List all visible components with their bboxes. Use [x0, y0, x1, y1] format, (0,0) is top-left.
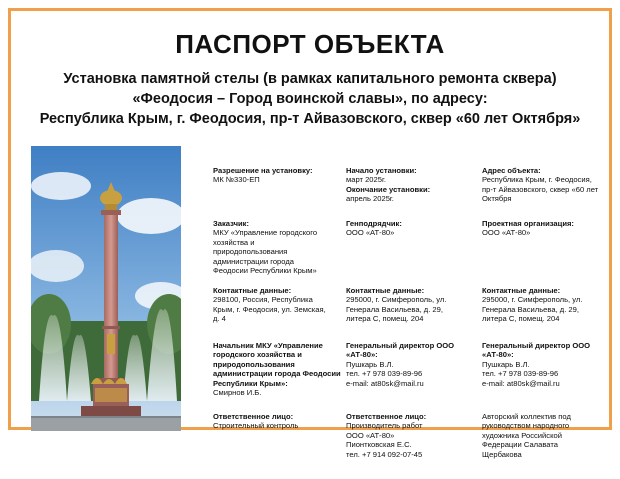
responsible-label: Ответственное лицо:	[346, 412, 427, 421]
customer-contacts-cell	[213, 286, 343, 332]
email-link[interactable]: e-mail: at80sk@mail.ru	[346, 378, 424, 388]
design-director-cell	[482, 341, 617, 403]
contacts-label: Контактные данные:	[346, 286, 425, 295]
responsible-line: ООО «АТ-80»	[346, 430, 395, 440]
authors-line: руководством народного	[482, 421, 570, 431]
contacts-line: 298100, Россия, Республика	[213, 295, 313, 305]
responsible-line: тел. +7 914 092-07-45	[346, 449, 423, 459]
address-cell	[482, 166, 617, 210]
contractor-contacts-cell	[346, 286, 479, 332]
customer-cell	[213, 219, 343, 277]
authors-cell	[482, 412, 617, 470]
responsible-contractor-cell	[346, 412, 479, 470]
contacts-line: 295000, г. Симферополь, ул.	[482, 295, 583, 305]
email-link[interactable]: e-mail: at80sk@mail.ru	[482, 378, 560, 388]
end-label: Окончание установки:	[346, 184, 431, 194]
general-contractor-value: ООО «АТ-80»	[346, 228, 395, 238]
contacts-line: литера С, помещ. 204	[482, 314, 560, 324]
director-line: Пушкарь В.Л.	[346, 359, 394, 369]
director-label: Генеральный директор ООО «АТ-80»:	[482, 341, 591, 360]
permit-value: МК №330-ЕП	[213, 175, 260, 185]
authors-line: Авторский коллектив под	[482, 412, 571, 421]
head-label: Начальник МКУ «Управление городского хозяйства и природопользования администрации города Феодосии Республики Крым»:	[213, 341, 341, 388]
contacts-line: д. 4	[213, 314, 226, 324]
responsible-label: Ответственное лицо:	[213, 412, 294, 421]
responsible-line: Пионтковская Е.С.	[346, 440, 412, 450]
director-label: Генеральный директор ООО «АТ-80»:	[346, 341, 455, 360]
contractor-director-cell	[346, 341, 479, 403]
customer-label: Заказчик:	[213, 219, 249, 228]
start-label: Начало установки:	[346, 166, 417, 175]
object-description	[11, 69, 609, 129]
address-line: Октября	[482, 194, 512, 204]
address-label: Адрес объекта:	[482, 166, 541, 175]
stele-photo	[31, 146, 181, 431]
authors-line: Щербакова	[482, 449, 522, 459]
general-contractor-cell	[346, 219, 479, 277]
customer-line: администрации города	[213, 256, 294, 266]
subtitle-line: Установка памятной стелы (в рамках капитального ремонта сквера)	[63, 71, 557, 87]
design-org-value: ООО «АТ-80»	[482, 228, 531, 238]
page-title: ПАСПОРТ ОБЪЕКТА	[175, 29, 445, 59]
passport-frame	[8, 8, 612, 459]
customer-line: МКУ «Управление городского	[213, 228, 318, 238]
permit-cell	[213, 166, 343, 210]
design-contacts-cell	[482, 286, 617, 332]
director-line: Пушкарь В.Л.	[482, 359, 530, 369]
design-org-cell	[482, 219, 617, 277]
address-line: пр-т Айвазовского, сквер «60 лет	[482, 184, 599, 194]
director-line: тел. +7 978 039-89-96	[482, 369, 559, 379]
responsible-customer-cell	[213, 412, 343, 470]
subtitle-line: «Феодосия – Город воинской славы», по адресу:	[132, 91, 488, 107]
director-line: тел. +7 978 039-89-96	[346, 369, 423, 379]
address-line: Республика Крым, г. Феодосия,	[482, 175, 592, 185]
contacts-line: Генерала Васильева, д. 29,	[346, 304, 443, 314]
customer-line: хозяйства и	[213, 237, 255, 247]
authors-line: Федерации Салавата	[482, 440, 558, 450]
contacts-line: литера С, помещ. 204	[346, 314, 424, 324]
contacts-line: 295000, г. Симферополь, ул.	[346, 295, 447, 305]
head-cell	[213, 341, 343, 403]
info-grid	[213, 166, 613, 479]
subtitle-line: Республика Крым, г. Феодосия, пр-т Айвазовского, сквер «60 лет Октября»	[39, 111, 581, 127]
contacts-label: Контактные данные:	[482, 286, 561, 295]
customer-line: природопользования	[213, 247, 288, 257]
customer-line: Феодосии Республики Крым»	[213, 266, 317, 276]
responsible-line: Производитель работ	[346, 421, 423, 431]
installation-dates-cell	[346, 166, 479, 210]
contacts-line: Крым, г. Феодосия, ул. Земская,	[213, 304, 326, 314]
start-value: март 2025г.	[346, 175, 386, 185]
responsible-value: Строительный контроль	[213, 421, 299, 431]
authors-line: художника Российской	[482, 430, 562, 440]
design-org-label: Проектная организация:	[482, 219, 574, 228]
general-contractor-label: Генподрядчик:	[346, 219, 402, 228]
contacts-line: Генерала Васильева, д. 29,	[482, 304, 579, 314]
contacts-label: Контактные данные:	[213, 286, 292, 295]
end-value: апрель 2025г.	[346, 194, 394, 204]
head-value: Смирнов И.Б.	[213, 388, 262, 398]
stele-illustration	[31, 146, 181, 431]
permit-label: Разрешение на установку:	[213, 166, 313, 175]
